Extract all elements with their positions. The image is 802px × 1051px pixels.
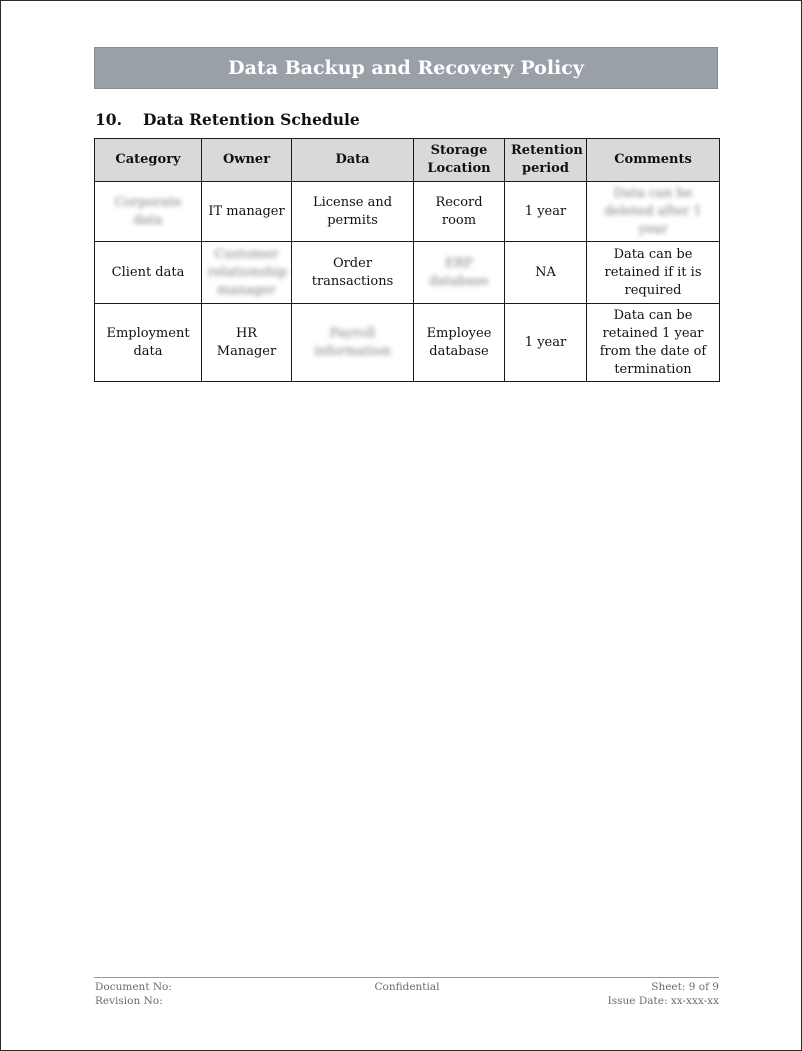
header-storage-location: Storage Location bbox=[414, 139, 505, 182]
blurred-text: ERP database bbox=[429, 255, 489, 289]
cell-storage-location: Record room bbox=[414, 182, 505, 242]
document-number-label: Document No: bbox=[95, 981, 172, 993]
issue-date: Issue Date: xx-xxx-xx bbox=[607, 995, 719, 1007]
blurred-text: Customer relationship manager bbox=[208, 246, 287, 298]
sheet-number: Sheet: 9 of 9 bbox=[651, 981, 719, 993]
header-owner: Owner bbox=[202, 139, 292, 182]
cell-comments bbox=[587, 182, 720, 242]
footer-right bbox=[608, 980, 719, 1008]
revision-number-label: Revision No: bbox=[95, 995, 163, 1007]
cell-category: Employment data bbox=[95, 304, 202, 382]
table-row bbox=[95, 182, 720, 242]
header-category: Category bbox=[95, 139, 202, 182]
section-title: Data Retention Schedule bbox=[143, 110, 360, 129]
cell-category: Client data bbox=[95, 242, 202, 304]
cell-category bbox=[95, 182, 202, 242]
cell-owner: IT manager bbox=[202, 182, 292, 242]
cell-data: Order transactions bbox=[292, 242, 414, 304]
section-heading bbox=[95, 110, 360, 129]
cell-retention-period: NA bbox=[505, 242, 587, 304]
blurred-text: Data can be deleted after 1 year bbox=[604, 185, 702, 237]
section-number: 10. bbox=[95, 110, 122, 129]
header-retention-period: Retention period bbox=[505, 139, 587, 182]
header-data: Data bbox=[292, 139, 414, 182]
table-header-row bbox=[95, 139, 720, 182]
cell-retention-period: 1 year bbox=[505, 182, 587, 242]
footer-divider bbox=[94, 977, 719, 978]
cell-owner: HR Manager bbox=[202, 304, 292, 382]
cell-data: License and permits bbox=[292, 182, 414, 242]
cell-storage-location: Employee database bbox=[414, 304, 505, 382]
cell-retention-period: 1 year bbox=[505, 304, 587, 382]
document-title: Data Backup and Recovery Policy bbox=[228, 57, 584, 79]
retention-schedule-table bbox=[94, 138, 720, 382]
document-title-banner bbox=[94, 47, 718, 89]
cell-storage-location bbox=[414, 242, 505, 304]
cell-comments: Data can be retained 1 year from the date of termination bbox=[587, 304, 720, 382]
table-row bbox=[95, 242, 720, 304]
cell-owner bbox=[202, 242, 292, 304]
table-row bbox=[95, 304, 720, 382]
blurred-text: Corporate data bbox=[114, 194, 182, 228]
cell-data bbox=[292, 304, 414, 382]
cell-comments: Data can be retained if it is required bbox=[587, 242, 720, 304]
header-comments: Comments bbox=[587, 139, 720, 182]
confidential-label: Confidential bbox=[374, 981, 440, 993]
blurred-text: Payroll information bbox=[313, 325, 392, 359]
